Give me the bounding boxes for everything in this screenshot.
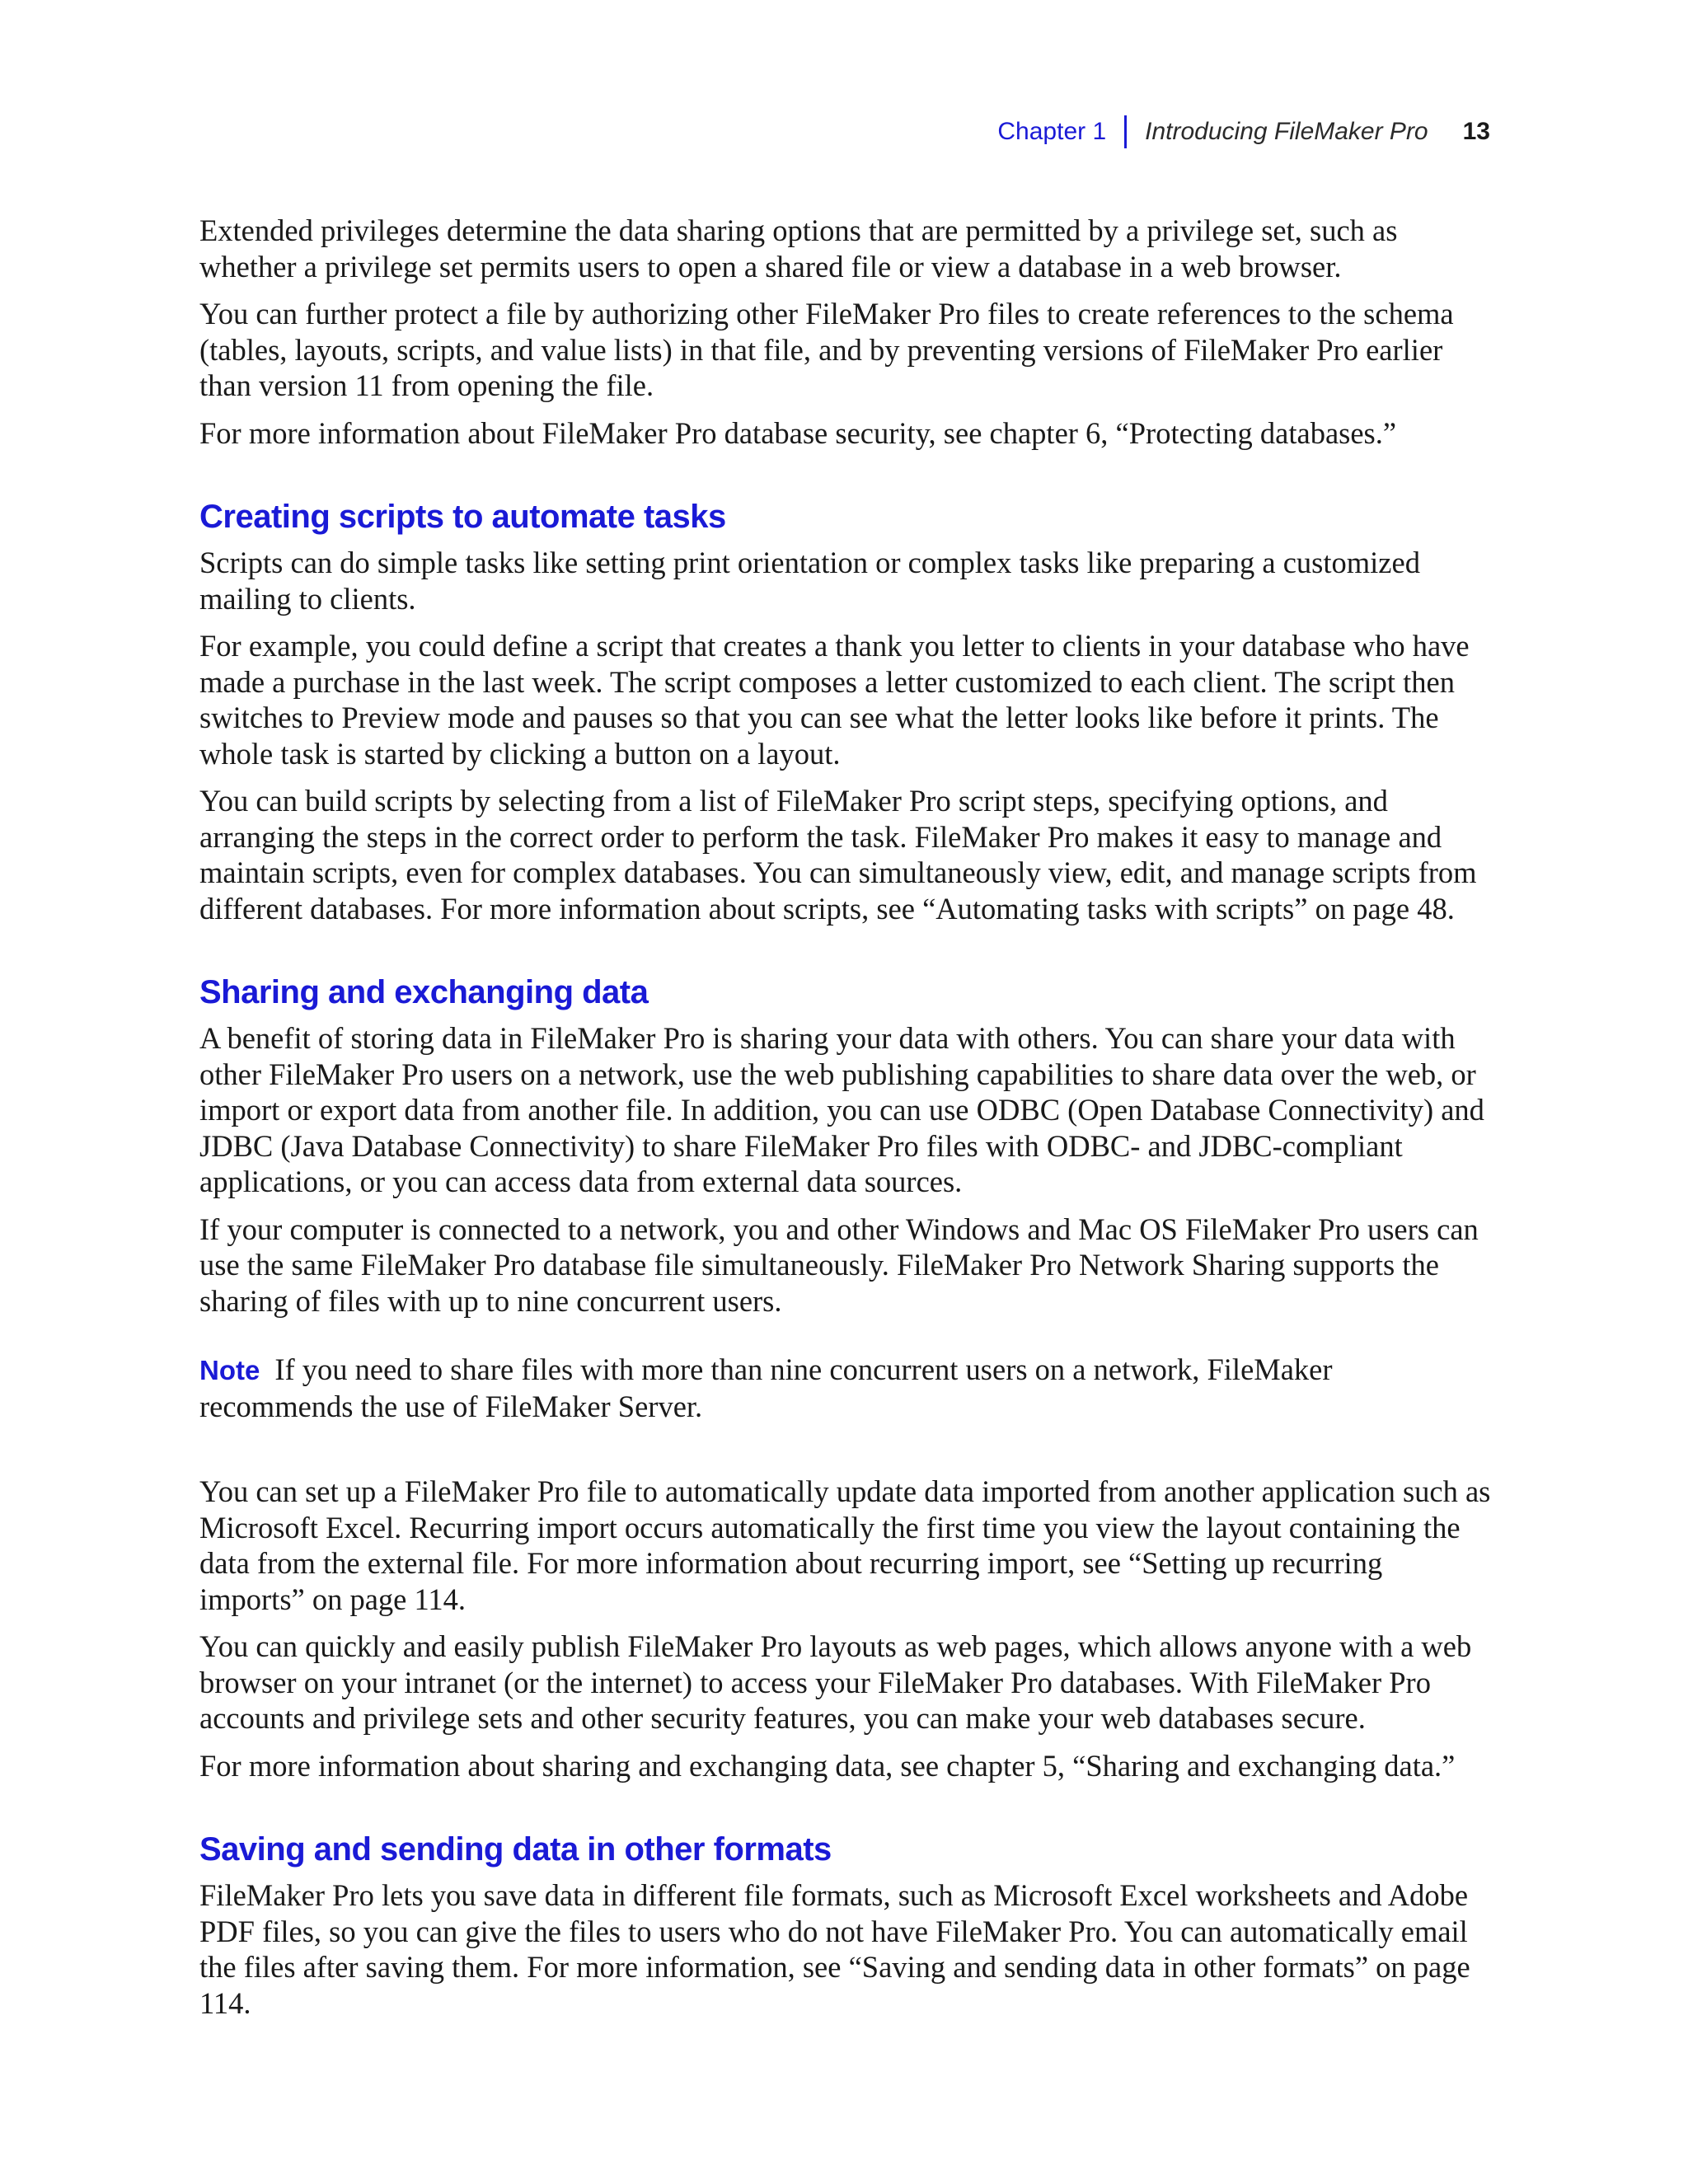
- saving-paragraph-1: FileMaker Pro lets you save data in different file formats, such as Microsoft Excel worksheets and Adobe PDF files, so you can give the files to users who do not have FileMaker Pro. You can automatically email the files after saving them. For more information, see “Saving and sending data in other formats” on page 114.: [199, 1878, 1470, 2020]
- heading-saving-sending: Saving and sending data in other formats: [199, 1831, 832, 1868]
- scripts-paragraph-2: For example, you could define a script that creates a thank you letter to clients in your database who have made a purchase in the last week. The script composes a letter customized to each client. The script then switches to Preview mode and pauses so that you can see what the letter looks like before it prints. The whole task is started by clicking a button on a layout.: [199, 629, 1470, 771]
- scripts-paragraph-3: You can build scripts by selecting from a list of FileMaker Pro script steps, specifying options, and arranging the steps in the correct order to perform the task. FileMaker Pro makes it easy to manage and maintain scripts, even for complex databases. You can simultaneously view, edit, and manage scripts from different databases. For more information about scripts, see “Automating tasks with scripts” on page 48.: [199, 784, 1477, 926]
- header-divider: [1124, 115, 1127, 148]
- page-body: [199, 213, 1493, 2032]
- note-label: Note: [199, 1355, 260, 1385]
- chapter-title: Introducing FileMaker Pro: [1145, 118, 1428, 145]
- sharing-paragraph-3: You can set up a FileMaker Pro file to automatically update data imported from another application such as Microsoft Excel. Recurring import occurs automatically the first time you view the layout containing the data from the external file. For more information about recurring import, see “Setting up recurring imports” on page 114.: [199, 1474, 1491, 1616]
- sharing-paragraph-1: A benefit of storing data in FileMaker Pro is sharing your data with others. You can share your data with other FileMaker Pro users on a network, use the web publishing capabilities to share data over the web, or import or export data from another file. In addition, you can use ODBC (Open Database Connectivity) and JDBC (Java Database Connectivity) to share FileMaker Pro files with ODBC- and JDBC-compliant applications, or you can access data from external data sources.: [199, 1021, 1484, 1198]
- intro-paragraph-2: You can further protect a file by authorizing other FileMaker Pro files to create references to the schema (tables, layouts, scripts, and value lists) in that file, and by preventing versions of FileMaker Pro earlier than version 11 from opening the file.: [199, 297, 1454, 402]
- note-block: [199, 1352, 1493, 1424]
- scripts-paragraph-1: Scripts can do simple tasks like setting print orientation or complex tasks like preparing a customized mailing to clients.: [199, 546, 1420, 616]
- sharing-paragraph-5: For more information about sharing and exchanging data, see chapter 5, “Sharing and exchanging data.”: [199, 1748, 1456, 1783]
- sharing-paragraph-4: You can quickly and easily publish FileMaker Pro layouts as web pages, which allows anyone with a web browser on your intranet (or the internet) to access your FileMaker Pro databases. With FileMaker Pro accounts and privilege sets and other security features, you can make your web databases secure.: [199, 1629, 1472, 1735]
- intro-paragraph-1: Extended privileges determine the data sharing options that are permitted by a privilege set, such as whether a privilege set permits users to open a shared file or view a database in a web browser.: [199, 213, 1398, 284]
- page-number: 13: [1462, 118, 1490, 145]
- intro-paragraph-3: For more information about FileMaker Pro database security, see chapter 6, “Protecting databases.”: [199, 415, 1397, 450]
- running-header: [997, 115, 1490, 148]
- note-text: If you need to share files with more than nine concurrent users on a network, FileMaker recommends the use of FileMaker Server.: [199, 1352, 1333, 1423]
- sharing-paragraph-2: If your computer is connected to a network, you and other Windows and Mac OS FileMaker Pro users can use the same FileMaker Pro database file simultaneously. FileMaker Pro Network Sharing supports the sharing of files with up to nine concurrent users.: [199, 1212, 1479, 1318]
- chapter-label: Chapter 1: [997, 118, 1107, 145]
- heading-sharing-data: Sharing and exchanging data: [199, 974, 649, 1010]
- heading-creating-scripts: Creating scripts to automate tasks: [199, 499, 726, 535]
